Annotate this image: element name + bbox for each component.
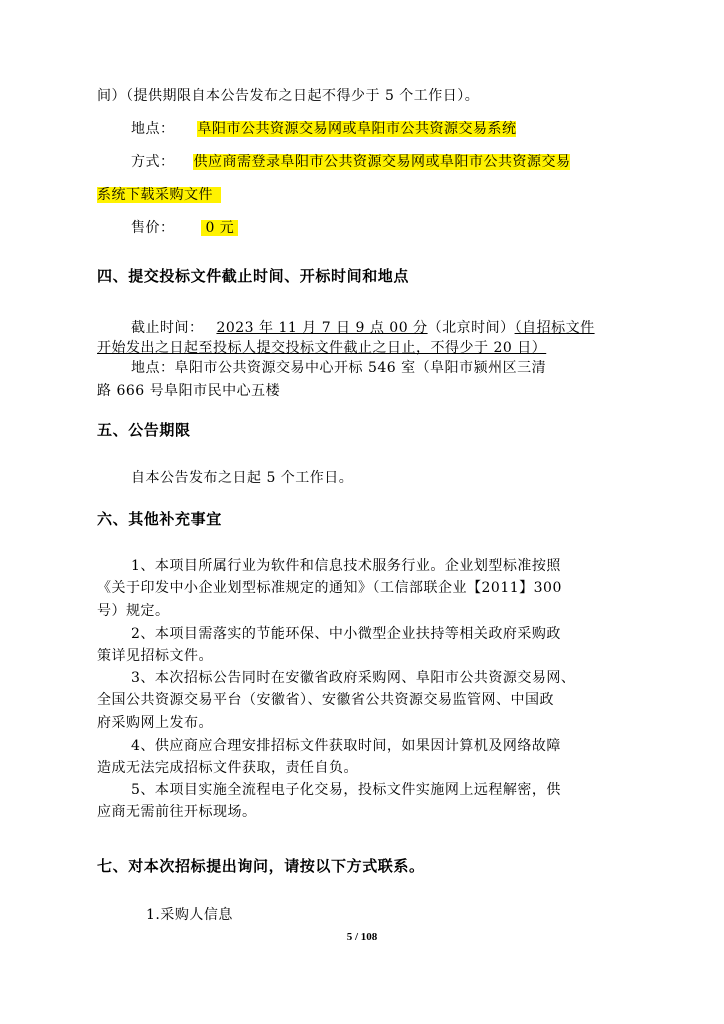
price-label: 售价： [131, 220, 175, 236]
period-continuation-line: 间）（提供期限自本公告发布之日起不得少于 5 个工作日）。 [97, 88, 480, 104]
deadline-note-2: 开始发出之日起至投标人提交投标文件截止之日止，不得少于 20 日） [97, 340, 547, 356]
item-5-line-b: 应商无需前往开标现场。 [97, 804, 257, 820]
deadline-value: 2023 年 11 月 7 日 9 点 00 分 [216, 320, 428, 336]
method-value-1: 供应商需登录阜阳市公共资源交易网或阜阳市公共资源交易 [193, 154, 571, 170]
item-5-line-a: 5、本项目实施全流程电子化交易，投标文件实施网上远程解密，供 [131, 782, 561, 798]
item-2-line-a: 2、本项目需落实的节能环保、中小微型企业扶持等相关政府采购政 [131, 626, 561, 642]
method-value-2: 系统下载采购文件 [97, 187, 221, 203]
location-value: 阜阳市公共资源交易网或阜阳市公共资源交易系统 [197, 121, 517, 137]
method-line [131, 152, 570, 172]
method-value-2-line [97, 185, 221, 205]
price-value: 0 元 [201, 220, 238, 236]
notice-period-text: 自本公告发布之日起 5 个工作日。 [131, 470, 354, 486]
item-4-line-b: 造成无法完成招标文件获取，责任自负。 [97, 760, 358, 776]
venue-line-2: 路 666 号阜阳市民中心五楼 [97, 383, 281, 399]
item-1-line-c: 号）规定。 [97, 603, 170, 619]
item-1-line-a: 1、本项目所属行业为软件和信息技术服务行业。企业划型标准按照 [131, 558, 561, 574]
item-2-line-b: 策详见招标文件。 [97, 648, 213, 664]
deadline-note-1: （自招标文件 [514, 320, 595, 336]
location-label: 地点： [131, 121, 175, 137]
location-line [131, 119, 516, 139]
item-3-line-c: 府采购网上发布。 [97, 715, 213, 731]
item-4-line-a: 4、供应商应合理安排招标文件获取时间，如果因计算机及网络故障 [131, 738, 561, 754]
purchaser-info-heading: 1.采购人信息 [146, 907, 233, 923]
method-label: 方式： [131, 154, 175, 170]
item-3-line-a: 3、本次招标公告同时在安徽省政府采购网、阜阳市公共资源交易网、 [131, 670, 576, 686]
section-6-heading: 六、其他补充事宜 [97, 510, 222, 528]
item-3-line-b: 全国公共资源交易平台（安徽省）、安徽省公共资源交易监管网、中国政 [97, 692, 554, 708]
page-number: 5 / 108 [346, 931, 378, 943]
section-7-heading: 七、对本次招标提出询问，请按以下方式联系。 [97, 857, 425, 875]
price-line [131, 218, 238, 238]
section-5-heading: 五、公告期限 [97, 421, 191, 439]
section-4-heading: 四、提交投标文件截止时间、开标时间和地点 [97, 267, 410, 285]
deadline-label: 截止时间： [131, 320, 204, 336]
deadline-line [131, 318, 595, 338]
venue-line-1: 地点：阜阳市公共资源交易中心开标 546 室（阜阳市颍州区三清 [131, 360, 547, 376]
deadline-beijing: （北京时间） [427, 320, 515, 336]
item-1-line-b: 《关于印发中小企业划型标准规定的通知》（工信部联企业【2011】300 [97, 580, 562, 596]
